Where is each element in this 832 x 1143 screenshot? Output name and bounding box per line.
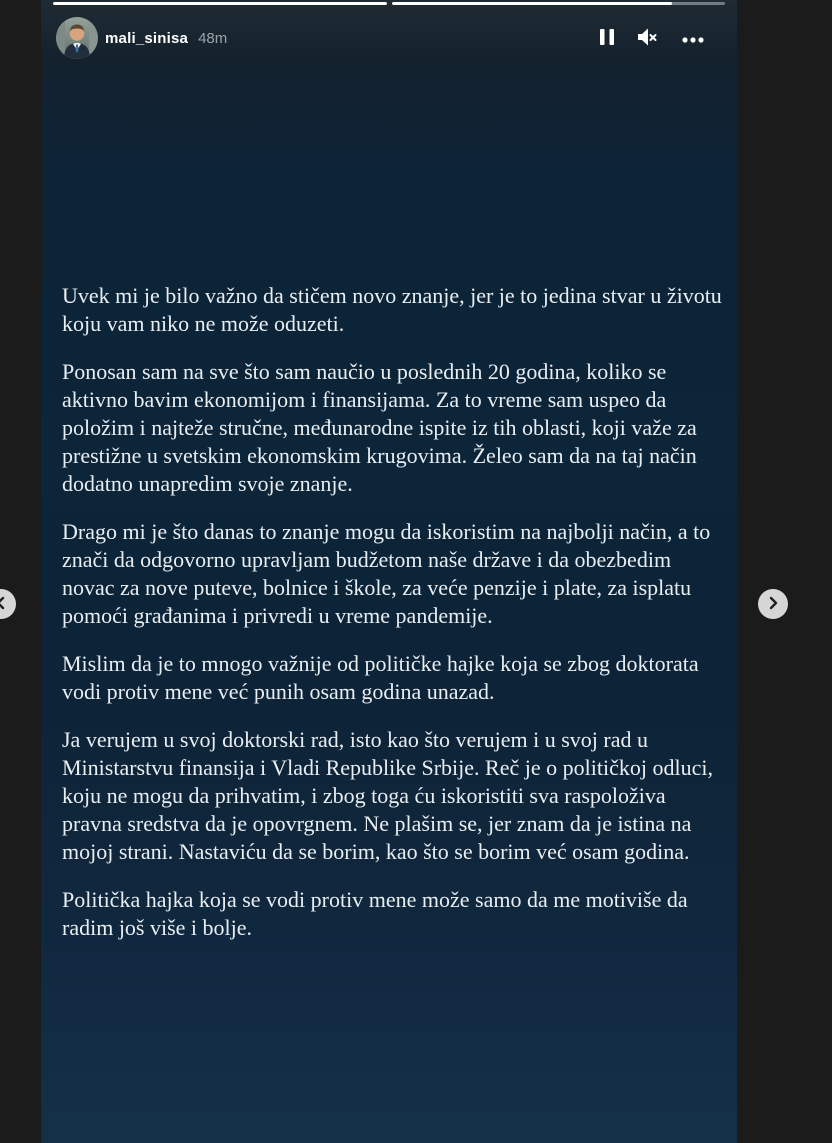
mute-button[interactable]: [637, 28, 659, 49]
story-card[interactable]: [41, 0, 737, 1143]
more-options-button[interactable]: [682, 31, 704, 46]
story-paragraph: Politička hajka koja se vodi protiv mene može samo da me motiviše da radim još više i bolje.: [62, 887, 688, 940]
story-paragraph: Ja verujem u svoj doktorski rad, isto kao što verujem i u svoj rad u Ministarstvu finansija i Vladi Republike Srbije. Reč je o političkoj odluci, koju ne mogu da prihvatim, i zbog toga ću iskoristiti sva raspoloživa pravna sredstva da je opovrgnem. Ne plašim se, jer znam da je istina na mojoj strani. Nastaviću da se borim, kao što se borim već osam godina.: [62, 727, 713, 864]
next-story-button[interactable]: [758, 589, 788, 619]
previous-story-button[interactable]: [0, 589, 16, 619]
chevron-right-icon: [766, 596, 780, 613]
story-header: [56, 17, 704, 59]
username[interactable]: mali_sinisa: [105, 29, 189, 47]
story-paragraph: Uvek mi je bilo važno da stičem novo znanje, jer je to jedina stvar u životu koju vam niko ne može oduzeti.: [62, 283, 722, 336]
progress-segment: [53, 2, 387, 5]
avatar[interactable]: [56, 17, 98, 59]
volume-muted-icon: [637, 28, 659, 49]
story-paragraph: Drago mi je što danas to znanje mogu da iskoristim na najbolji način, a to znači da odgovorno upravljam budžetom naše države i da obezbedim novac za nove puteve, bolnice i škole, za veće penzije i plate, za isplatu pomoći građanima i privredi u vreme pandemije.: [62, 519, 711, 628]
story-paragraph: Mislim da je to mnogo važnije od političke hajke koja se zbog doktorata vodi protiv mene već punih osam godina unazad.: [62, 651, 699, 704]
avatar-photo: [56, 17, 98, 59]
progress-segment: [392, 2, 726, 5]
chevron-left-icon: [0, 596, 8, 613]
progress-fill: [53, 2, 387, 5]
story-text: [62, 282, 724, 962]
pause-icon: [600, 29, 614, 48]
pause-button[interactable]: [600, 29, 614, 48]
story-paragraph: Ponosan sam na sve što sam naučio u poslednih 20 godina, koliko se aktivno bavim ekonomijom i finansijama. Za to vreme sam uspeo da položim i najteže stručne, međunarodne ispite iz tih oblasti, koji važe za prestižne u svetskim ekonomskim krugovima. Želeo sam da na taj način dodatno unapredim svoje znanje.: [62, 359, 697, 496]
progress-fill: [392, 2, 672, 5]
more-options-icon: [682, 31, 704, 46]
story-controls: [600, 28, 704, 49]
timestamp: 48m: [198, 29, 228, 47]
story-progress-bar: [53, 2, 725, 5]
